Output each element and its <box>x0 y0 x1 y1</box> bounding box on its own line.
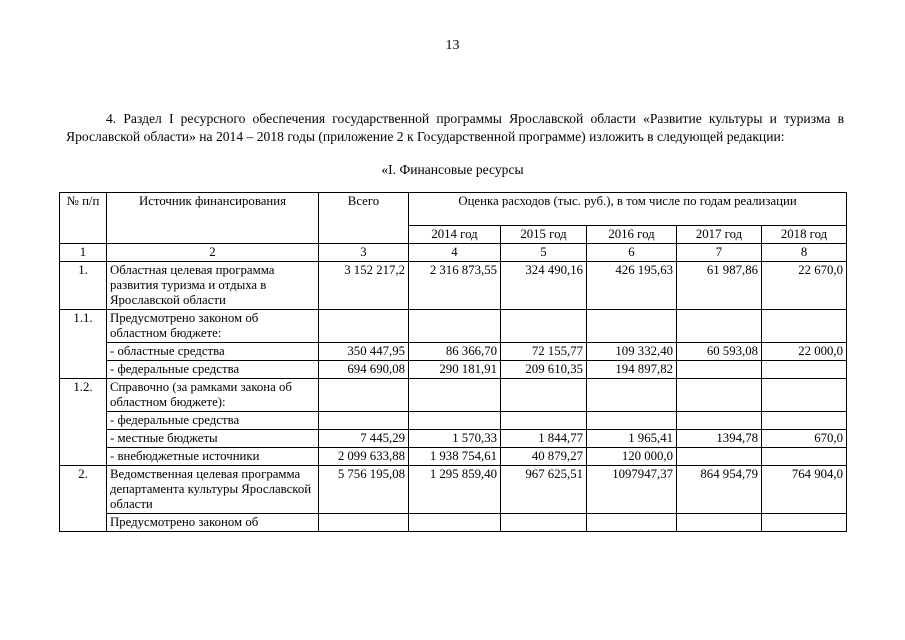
cell-2018: 764 904,0 <box>762 466 847 514</box>
cell-2017: 61 987,86 <box>677 262 762 310</box>
cell-total: 3 152 217,2 <box>319 262 409 310</box>
cell-2018 <box>762 448 847 466</box>
col-number: 2 <box>107 244 319 262</box>
cell-2015 <box>501 310 587 343</box>
cell-2014 <box>409 514 501 532</box>
cell-total <box>319 379 409 412</box>
col-number: 6 <box>587 244 677 262</box>
cell-num <box>60 361 107 379</box>
cell-2016: 194 897,82 <box>587 361 677 379</box>
financial-resources-table <box>59 192 847 532</box>
col-number: 7 <box>677 244 762 262</box>
col-number: 5 <box>501 244 587 262</box>
cell-source: - местные бюджеты <box>107 430 319 448</box>
header-total: Всего <box>319 193 409 244</box>
cell-2016: 1097947,37 <box>587 466 677 514</box>
cell-source: - федеральные средства <box>107 412 319 430</box>
col-number: 8 <box>762 244 847 262</box>
table-row <box>60 379 847 412</box>
col-number: 4 <box>409 244 501 262</box>
header-year-2015: 2015 год <box>501 226 587 244</box>
cell-2014 <box>409 310 501 343</box>
section-title: «I. Финансовые ресурсы <box>381 162 524 177</box>
cell-2016: 120 000,0 <box>587 448 677 466</box>
header-year-2018: 2018 год <box>762 226 847 244</box>
cell-2015: 209 610,35 <box>501 361 587 379</box>
cell-2018 <box>762 361 847 379</box>
cell-2014: 1 938 754,61 <box>409 448 501 466</box>
cell-num: 1.2. <box>60 379 107 412</box>
table-row <box>60 448 847 466</box>
cell-2018: 22 000,0 <box>762 343 847 361</box>
cell-2016 <box>587 379 677 412</box>
cell-2018 <box>762 514 847 532</box>
cell-source: Предусмотрено законом об <box>107 514 319 532</box>
cell-2014 <box>409 379 501 412</box>
cell-num <box>60 412 107 430</box>
cell-2016 <box>587 514 677 532</box>
cell-2014: 1 295 859,40 <box>409 466 501 514</box>
cell-2015 <box>501 379 587 412</box>
cell-source: - внебюджетные источники <box>107 448 319 466</box>
cell-total <box>319 412 409 430</box>
cell-2018 <box>762 310 847 343</box>
cell-source: Областная целевая программа развития туризма и отдыха в Ярославской области <box>107 262 319 310</box>
cell-2015: 967 625,51 <box>501 466 587 514</box>
table-row <box>60 466 847 514</box>
cell-2017 <box>677 514 762 532</box>
cell-2015: 324 490,16 <box>501 262 587 310</box>
cell-2017 <box>677 448 762 466</box>
intro-paragraph: 4. Раздел I ресурсного обеспечения государственной программы Ярославской области «Развитие культуры и туризма в Ярославской области» на 2014 – 2018 годы (приложение 2 к Государственной программе) изложить в следующей редакции: <box>66 111 844 144</box>
cell-2018 <box>762 379 847 412</box>
cell-2016: 1 965,41 <box>587 430 677 448</box>
cell-2017 <box>677 412 762 430</box>
cell-num <box>60 448 107 466</box>
table-row <box>60 430 847 448</box>
cell-source: - областные средства <box>107 343 319 361</box>
cell-source: Справочно (за рамками закона об областном бюджете): <box>107 379 319 412</box>
cell-total: 694 690,08 <box>319 361 409 379</box>
cell-2017 <box>677 310 762 343</box>
table-row <box>60 343 847 361</box>
cell-2014: 290 181,91 <box>409 361 501 379</box>
table-row <box>60 412 847 430</box>
header-estimate: Оценка расходов (тыс. руб.), в том числе по годам реализации <box>409 193 847 226</box>
cell-total: 5 756 195,08 <box>319 466 409 514</box>
cell-2014 <box>409 412 501 430</box>
cell-2016 <box>587 412 677 430</box>
table-row <box>60 361 847 379</box>
cell-num: 1.1. <box>60 310 107 343</box>
col-number: 3 <box>319 244 409 262</box>
cell-num: 1. <box>60 262 107 310</box>
header-source: Источник финансирования <box>107 193 319 244</box>
cell-2017 <box>677 361 762 379</box>
cell-num <box>60 514 107 532</box>
cell-2018 <box>762 412 847 430</box>
cell-source: - федеральные средства <box>107 361 319 379</box>
cell-2018: 22 670,0 <box>762 262 847 310</box>
cell-2017: 1394,78 <box>677 430 762 448</box>
cell-total <box>319 310 409 343</box>
cell-2017 <box>677 379 762 412</box>
cell-2014: 86 366,70 <box>409 343 501 361</box>
cell-2015: 1 844,77 <box>501 430 587 448</box>
cell-2016: 109 332,40 <box>587 343 677 361</box>
cell-source: Ведомственная целевая программа департамента культуры Ярославской области <box>107 466 319 514</box>
cell-source: Предусмотрено законом об областном бюджете: <box>107 310 319 343</box>
cell-2014: 1 570,33 <box>409 430 501 448</box>
table-row <box>60 310 847 343</box>
cell-total: 2 099 633,88 <box>319 448 409 466</box>
table-row <box>60 262 847 310</box>
col-number: 1 <box>60 244 107 262</box>
cell-num: 2. <box>60 466 107 514</box>
cell-num <box>60 343 107 361</box>
cell-2015: 72 155,77 <box>501 343 587 361</box>
cell-2015 <box>501 412 587 430</box>
header-year-2017: 2017 год <box>677 226 762 244</box>
cell-2016 <box>587 310 677 343</box>
cell-2017: 60 593,08 <box>677 343 762 361</box>
table-row <box>60 514 847 532</box>
header-num: № п/п <box>60 193 107 244</box>
page-number: 13 <box>445 38 460 53</box>
cell-total <box>319 514 409 532</box>
cell-2014: 2 316 873,55 <box>409 262 501 310</box>
cell-num <box>60 430 107 448</box>
cell-total: 7 445,29 <box>319 430 409 448</box>
header-year-2014: 2014 год <box>409 226 501 244</box>
cell-2015: 40 879,27 <box>501 448 587 466</box>
cell-total: 350 447,95 <box>319 343 409 361</box>
cell-2016: 426 195,63 <box>587 262 677 310</box>
header-year-2016: 2016 год <box>587 226 677 244</box>
cell-2015 <box>501 514 587 532</box>
cell-2017: 864 954,79 <box>677 466 762 514</box>
cell-2018: 670,0 <box>762 430 847 448</box>
